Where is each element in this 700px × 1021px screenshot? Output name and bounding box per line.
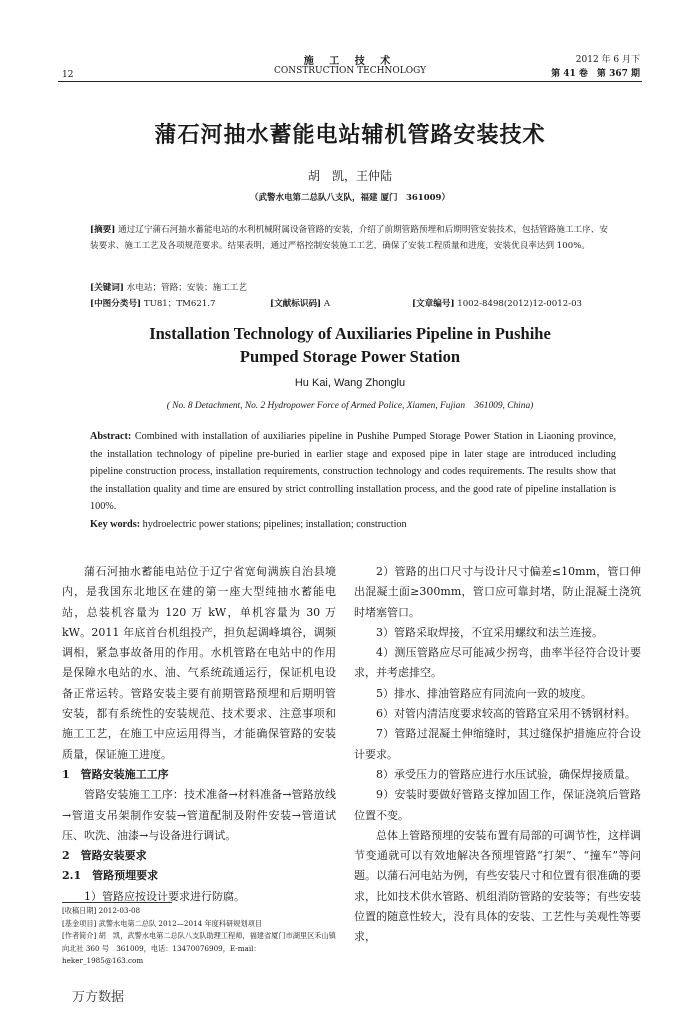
footnote-rule (62, 902, 172, 903)
abstract-cn (90, 222, 616, 254)
article-no-value: 1002-8498(2012)12-0012-03 (457, 299, 583, 309)
paper-title-cn: 蒲石河抽水蓄能电站辅机管路安装技术 (154, 122, 546, 148)
subsection-heading-2-1: 2.1 管路预埋要求 (62, 869, 159, 883)
footnote-received: [收稿日期] 2012-03-08 (62, 906, 141, 915)
affiliation-en: ( No. 8 Detachment, No. 2 Hydropower Force of Armed Police, Xiamen, Fujian 361009, China) (166, 401, 534, 411)
requirement-4: 4）测压管路应尽可能减少拐弯，曲率半径符合设计要求，并考虑排空。 (354, 646, 641, 680)
issue-date: 2012 年 6 月下 (575, 55, 640, 65)
body-right-column (354, 562, 641, 948)
doc-code-label: [文献标识码] (270, 299, 322, 309)
abstract-en (90, 428, 616, 534)
authors-en: Hu Kai, Wang Zhonglu (294, 377, 406, 389)
abstract-en-label: Abstract: (90, 431, 132, 442)
intro-paragraph: 蒲石河抽水蓄能电站位于辽宁省宽甸满族自治县境内，是我国东北地区在建的第一座大型纯抽水蓄能电站，总装机容量为 120 万 kW，单机容量为 30 万 kW。2011 年底首台机组投产，担负起调峰填谷，调频调相，紧急事故备用的作用。水机管路在电站中的作用是保障水电站的水、油、气系统疏通运行，保证机电设备正常运转。管路安装主要有前期管路预埋和后期明管安装，都有系统性的安装规范、技术要求、注意事项和施工工艺，在施工中应运用得当，才能确保管路的安装质量，保证施工进度。 (62, 565, 336, 761)
requirement-5: 5）排水、排油管路应有同流向一致的坡度。 (376, 686, 592, 700)
section-1-paragraph: 管路安装施工工序：技术准备→材料准备→管路放线→管道支吊架制作安装→管道配制及附件安装→管道试压、吹洗、油漆→与设备进行调试。 (62, 788, 336, 842)
page-number: 12 (62, 70, 74, 80)
clc-value: TU81；TM621.7 (143, 299, 216, 309)
journal-name-en: CONSTRUCTION TECHNOLOGY (273, 66, 427, 76)
affiliation-cn: （武警水电第二总队八支队，福建 厦门 361009） (250, 193, 450, 203)
requirement-8: 8）承受压力的管路应进行水压试验，确保焊接质量。 (376, 767, 636, 781)
paper-title-en-line1: Installation Technology of Auxiliaries Pipeline in Pushihe (149, 324, 551, 343)
article-no-label: [文章编号] (412, 299, 455, 309)
requirement-9: 9）安装时要做好管路支撑加固工作，保证浇筑后管路位置不变。 (354, 788, 641, 822)
summary-paragraph: 总体上管路预埋的安装布置有局部的可调节性，这样调节变通就可以有效地解决各预埋管路“打架”、“撞车”等问题。以蒲石河电站为例，有些安装尺寸和位置有很准确的要求，比如技术供水管路、机组消防管路的安装等；有些安装位置的随意性较大，没有具体的安装、工艺性与美观性等要求， (354, 828, 641, 944)
requirement-3: 3）管路采取焊接，不宜采用螺纹和法兰连接。 (376, 625, 603, 639)
keywords-cn (90, 280, 616, 296)
section-heading-2: 2 管路安装要求 (62, 849, 147, 863)
footnote (62, 905, 336, 968)
abstract-cn-label: [摘要] (90, 225, 116, 235)
abstract-cn-text: 通过辽宁蒲石河抽水蓄能电站的水利机械附属设备管路的安装，介绍了前期管路预埋和后期明管安装技术，包括管路施工工序、安装要求、施工工艺及各项规范要求。结果表明，通过严格控制安装施工工艺，确保了安装工程质量和进度，安装优良率达到 100%。 (90, 225, 608, 251)
footnote-fund: [基金项目] 武警水电第二总队 2012—2014 年度科研规划项目 (62, 918, 262, 928)
requirement-6: 6）对管内清洁度要求较高的管路宜采用不锈钢材料。 (376, 707, 636, 721)
header-rule (58, 81, 642, 82)
subsection-2-1-item-1: 1）管路应按设计要求进行防腐。 (84, 889, 245, 903)
keywords-en-label: Key words: (90, 518, 141, 530)
section-heading-1: 1 管路安装施工工序 (62, 767, 169, 781)
requirement-2: 2）管路的出口尺寸与设计尺寸偏差≤10mm，管口伸出混凝土面≥300mm，管口应可靠封堵，防止混凝土浇筑时堵塞管口。 (354, 565, 641, 619)
body-left-column (62, 562, 336, 907)
keywords-en-text: hydroelectric power stations; pipelines; installation; construction (142, 518, 407, 530)
clc-label: [中图分类号] (90, 299, 142, 309)
requirement-7: 7）管路过混凝土伸缩缝时，其过缝保护措施应符合设计要求。 (354, 727, 641, 761)
paper-title-en-line2: Pumped Storage Power Station (239, 347, 461, 366)
doc-code (270, 296, 410, 312)
wanfang-watermark: 万方数据 (72, 990, 125, 1005)
footnote-bio: [作者简介] 胡 凯，武警水电第二总队八支队助理工程师，福建省厦门市湖里区禾山镇向北社 360 号 361009，电话：13470076909，E-mail：heker_1985@163.com (62, 931, 336, 965)
article-number (412, 296, 622, 312)
doc-code-value: A (323, 299, 331, 309)
issue-volume: 第 41 卷 第 367 期 (551, 69, 640, 79)
abstract-en-text: Combined with installation of auxiliaries pipeline in Pushihe Pumped Storage Power Station in Liaoning province, the installation technology of pipeline pre-buried in earlier stage and exposed pipe in later stage are introduced including pipeline construction process, installation requirements, construction technology and codes requirements. The results show that the installation quality and time are ensured by strict controlling installation process, and the good rate of pipeline installation is 100%. (90, 431, 616, 513)
authors-cn: 胡 凯，王仲陆 (307, 169, 392, 183)
keywords-cn-label: [关键词] (90, 283, 124, 293)
journal-name-cn: 施 工 技 术 (303, 56, 397, 67)
keywords-cn-text: 水电站；管路；安装；施工工艺 (126, 283, 247, 293)
